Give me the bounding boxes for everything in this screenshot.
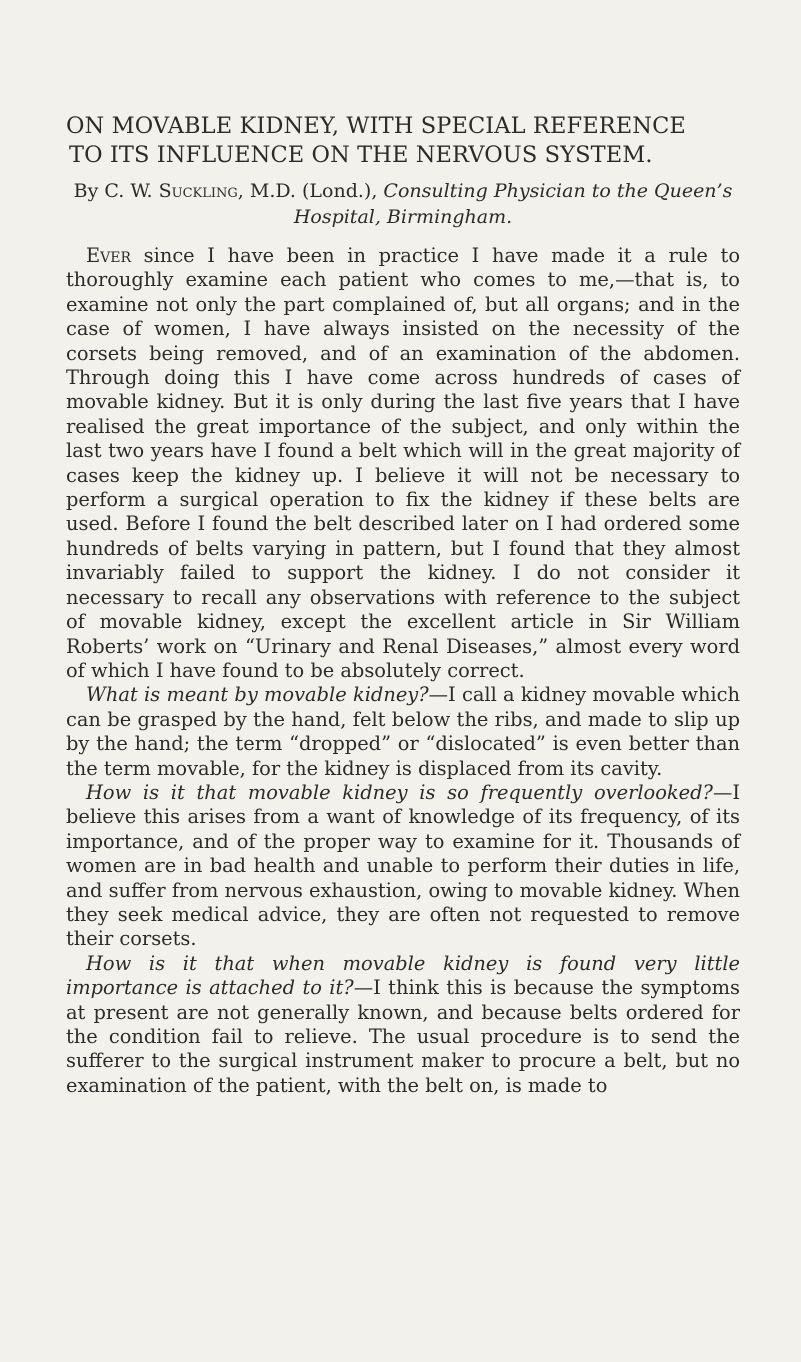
paragraph-text: —I think this is because the symptoms at present are not generally known, and because belts ordered for the condition fail to relieve. The usual procedure is to send the sufferer to the surgical instrument maker to procure a belt, but no examination of the patient, with the belt on, is made to (66, 976, 740, 1097)
paragraph-text: since I have been in practice I have made it a rule to thoroughly examine each patient who comes to me,—that is, to examine not only the part complained of, but all organs; and in the case of women, I have always insisted on the necessity of the corsets being removed, and of an examination of the abdomen. Through doing this I have come across hundreds of cases of movable kidney. But it is only during the last five years that I have realised the great importance of the subject, and only within the last two years have I found a belt which will in the great majority of cases keep the kidney up. I believe it will not be necessary to perform a surgical operation to fix the kidney if these belts are used. Before I found the belt described later on I had ordered some hundreds of belts varying in pattern, but I found that they almost invariably failed to support the kidney. I do not consider it necessary to recall any observations with reference to the subject of movable kidney, except the excellent article in Sir William Roberts’ work on “Urinary and Renal Diseases,” almost every word of which I have found to be absolutely correct. (66, 244, 740, 682)
paragraph (66, 781, 740, 952)
section-question: How is it that movable kidney is so frequently overlooked? (86, 780, 713, 804)
byline-by: By (73, 180, 99, 202)
paragraph (66, 244, 740, 683)
paragraph-text: —I believe this arises from a want of knowledge of its frequency, of its importance, and of the proper way to examine for it. Thousands of women are in bad health and unable to perform their duties in life, and suffer from nervous exhaustion, owing to movable kidney. When they seek medical advice, they are often not requested to remove their corsets. (66, 780, 740, 951)
title-line-1: ON MOVABLE KIDNEY, WITH SPECIAL REFERENCE (66, 113, 686, 139)
lead-word: Ever (86, 244, 132, 267)
section-question: How is it that when movable kidney is found very little importance is attached to it? (66, 951, 740, 1000)
article-title (66, 112, 740, 170)
title-line-2: TO ITS INFLUENCE ON THE NERVOUS SYSTEM. (69, 142, 653, 168)
article-body (66, 244, 740, 1098)
paragraph-text: —I call a kidney movable which can be grasped by the hand, felt below the ribs, and made to slip up by the hand; the term “dropped” or “dislocated” is even better than the term movable, for the kidney is displaced from its cavity. (66, 683, 740, 780)
author-position: Consulting Physician to the Queen’s Hospital, Birmingham. (293, 180, 733, 228)
author-name: C. W. Suckling (104, 180, 238, 202)
byline (66, 178, 740, 230)
section-question: What is meant by movable kidney? (86, 683, 429, 707)
paragraph (66, 952, 740, 1098)
author-degree: , M.D. (Lond.), (237, 180, 384, 202)
article (66, 112, 740, 1098)
paragraph (66, 683, 740, 781)
